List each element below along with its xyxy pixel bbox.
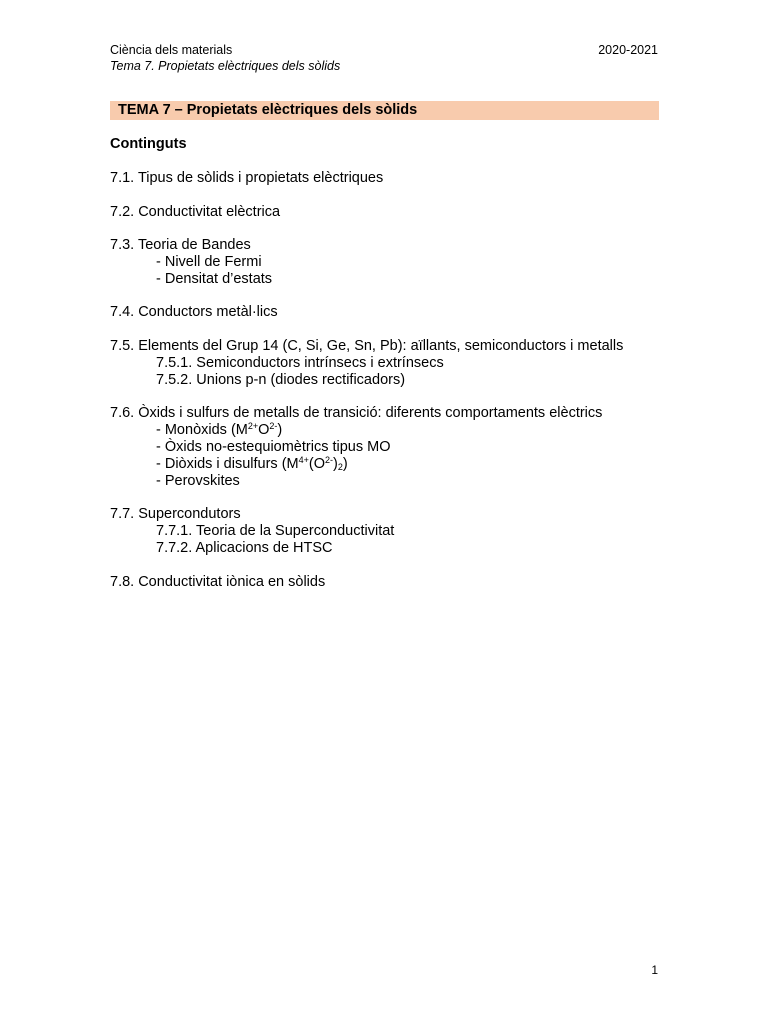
toc-item-7-7-2: 7.7.2. Aplicacions de HTSC — [156, 540, 333, 556]
page-title: TEMA 7 – Propietats elèctriques dels sòlids — [118, 102, 418, 118]
toc-item-7-8: 7.8. Conductivitat iònica en sòlids — [110, 574, 326, 590]
document-header — [110, 42, 340, 74]
course-name: Ciència dels materials — [110, 43, 233, 57]
toc-item-7-1: 7.1. Tipus de sòlids i propietats elèctriques — [110, 170, 384, 186]
toc-item-7-2: 7.2. Conductivitat elèctrica — [110, 204, 281, 220]
toc-subitem-nonstoichiometric-oxides: - Òxids no-estequiomètrics tipus MO — [156, 439, 391, 455]
page-number: 1 — [651, 963, 658, 977]
academic-year: 2020-2021 — [598, 43, 658, 57]
title-bar — [110, 101, 659, 120]
contents-heading: Continguts — [110, 136, 187, 152]
toc-item-7-6: 7.6. Òxids i sulfurs de metalls de transició: diferents comportaments elèctrics — [110, 405, 603, 421]
toc-item-7-7: 7.7. Supercondutors — [110, 506, 241, 522]
toc-subitem-dioxides-disulfides: - Diòxids i disulfurs $(M^{4+}(O^{2-})_2)$ — [156, 455, 348, 472]
toc-subitem-monoxides: - Monòxids $(M^{2+}O^{2-})$ — [156, 421, 283, 438]
toc-item-7-4: 7.4. Conductors metàl·lics — [110, 304, 278, 320]
toc-subitem-density-of-states: - Densitat d’estats — [156, 271, 273, 287]
toc-item-7-7-1: 7.7.1. Teoria de la Superconductivitat — [156, 523, 395, 539]
toc-item-7-5-2: 7.5.2. Unions p-n (diodes rectificadors) — [156, 372, 406, 388]
toc-item-7-5-1: 7.5.1. Semiconductors intrínsecs i extrínsecs — [156, 355, 444, 371]
toc-item-7-5: 7.5. Elements del Grup 14 (C, Si, Ge, Sn, Pb): aïllants, semiconductors i metalls — [110, 338, 624, 354]
toc-subitem-fermi-level: - Nivell de Fermi — [156, 254, 262, 270]
toc-subitem-perovskites: - Perovskites — [156, 473, 240, 489]
toc-item-7-3: 7.3. Teoria de Bandes — [110, 237, 251, 253]
topic-subtitle: Tema 7. Propietats elèctriques dels sòlids — [110, 59, 341, 73]
